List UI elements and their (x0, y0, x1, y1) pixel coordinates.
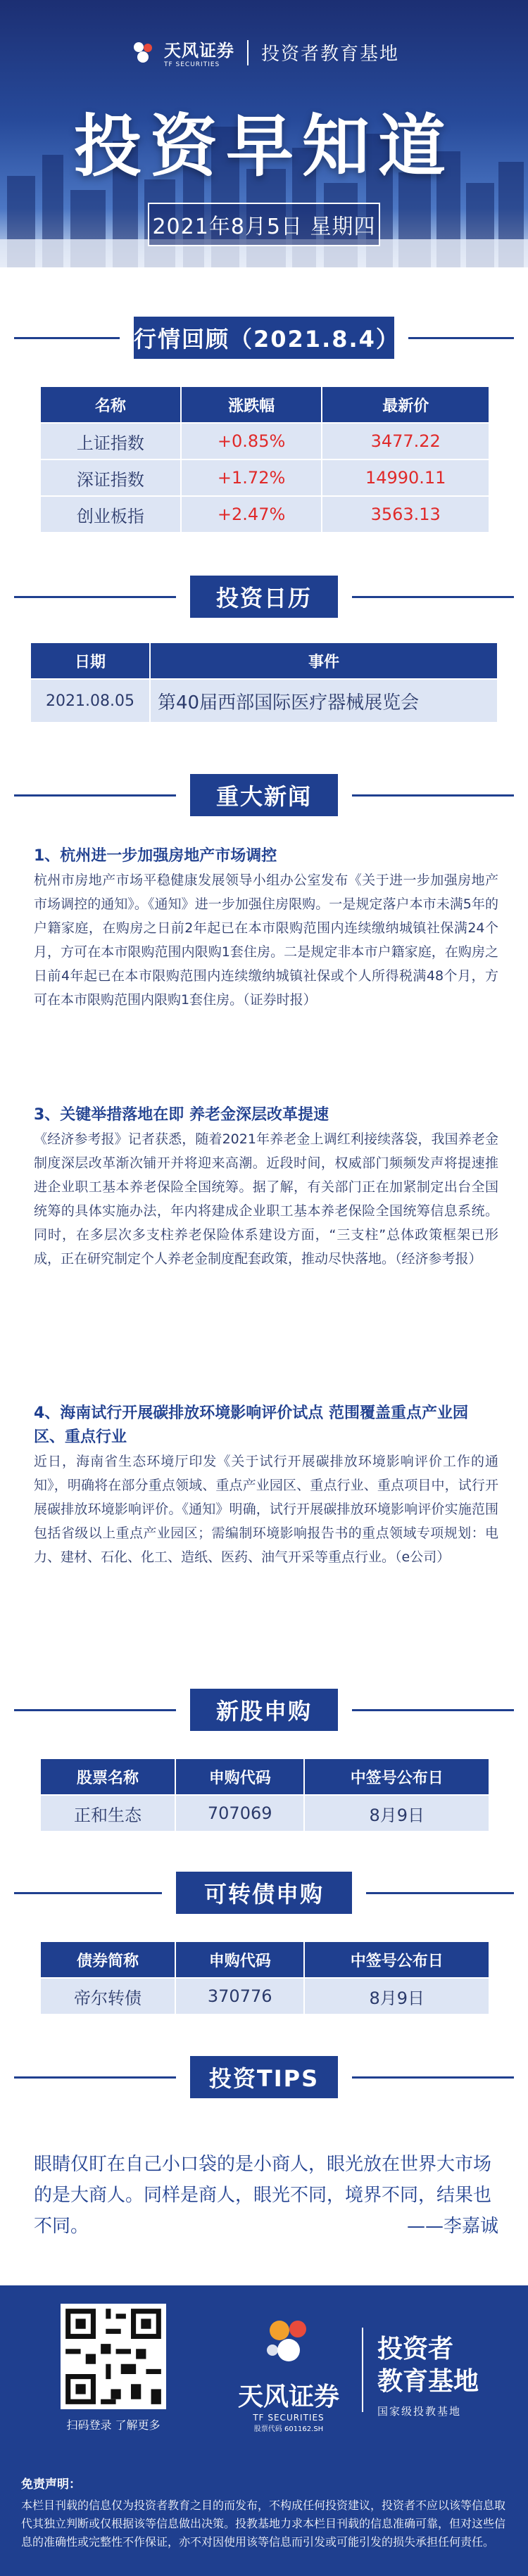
section-title: 投资日历 (190, 576, 338, 618)
page-title: 投资早知道 (74, 107, 454, 186)
brand-tagline: 投资者教育基地 (260, 44, 399, 65)
news-title: 1、杭州进一步加强房地产市场调控 (34, 847, 277, 865)
heading-line-right (366, 1892, 514, 1894)
column-header: 申购代码 (175, 1758, 304, 1795)
table-header-row (40, 1758, 489, 1795)
index-price: 14990.11 (322, 459, 489, 496)
footer-subtag: 国家级投教基地 (377, 2405, 462, 2418)
heading-line-right (352, 596, 514, 598)
section-title: 重大新闻 (190, 774, 338, 816)
section-news-heading (0, 774, 528, 816)
column-header: 名称 (40, 386, 181, 423)
heading-line-right (352, 2076, 514, 2079)
heading-line-left (14, 337, 120, 339)
footer-brand-name: 天风证券 (237, 2383, 339, 2411)
bonds-table (39, 1941, 490, 2015)
news-title: 3、关键举措落地在即 养老金深层改革提速 (34, 1106, 329, 1124)
column-header: 申购代码 (175, 1941, 304, 1978)
disclaimer-text: 本栏目刊载的信息仅为投资者教育之目的而发布，不构成任何投资建议，投资者不应以该等信息取代其独立判断或仅根据该等信息做出决策。投教基地力求本栏目刊载的信息准确可靠，但对这些信息的准确性或完整性不作保证，亦不对因使用该等信息而引发或可能引发的损失承担任何责任。 (21, 2499, 506, 2549)
index-name: 上证指数 (40, 423, 181, 459)
table-row (30, 679, 498, 723)
event-date: 2021.08.05 (30, 679, 150, 723)
footer-brand-name-en: TF SECURITIES (253, 2413, 325, 2423)
news-item (34, 844, 498, 1012)
table-row (40, 459, 489, 496)
index-name: 创业板指 (40, 496, 181, 533)
news-body: 近日，海南省生态环境厅印发《关于试行开展碳排放环境影响评价工作的通知》，明确将在部分重点领域、重点产业园区、重点行业、重点项目中，试行开展碳排放环境影响评价。《通知》明确，试行开展碳排放环境影响评价实施范围包括省级以上重点产业园区；需编制环境影响报告书的重点领域专项规划：电力、建材、石化、化工、造纸、医药、油气开采等重点行业。（e公司） (34, 1454, 498, 1565)
brand-logo (129, 37, 234, 68)
column-header: 事件 (150, 642, 498, 679)
section-title: 可转债申购 (176, 1872, 352, 1914)
section-market-heading (0, 317, 528, 359)
footer-divider (362, 2328, 363, 2412)
table-header-row (40, 1941, 489, 1978)
table-row (40, 423, 489, 459)
column-header: 中签号公布日 (304, 1941, 489, 1978)
bond-name: 帝尔转债 (40, 1978, 175, 2015)
brand-divider (247, 40, 249, 65)
column-header: 债券简称 (40, 1941, 175, 1978)
index-change: +0.85% (181, 423, 322, 459)
quote-text: 眼睛仅盯在自己小口袋的是小商人，眼光放在世界大市场的是大商人。同样是商人，眼光不同，境界不同，结果也不同。 (34, 2154, 492, 2237)
news-item (34, 1402, 498, 1569)
heading-line-left (14, 1709, 176, 1711)
index-price: 3477.22 (322, 423, 489, 459)
tips-quote (34, 2149, 498, 2242)
market-table (39, 386, 490, 533)
column-header: 中签号公布日 (304, 1758, 489, 1795)
lottery-date: 8月9日 (304, 1978, 489, 2015)
table-header-row (30, 642, 498, 679)
news-body: 《经济参考报》记者获悉，随着2021年养老金上调红利接续落袋，我国养老金制度深层改革渐次铺开并将迎来高潮。近段时间，权威部门频频发声将提速推进企业职工基本养老保险全国统筹。据了解，有关部门正在加紧制定出台全国统筹的具体实施办法，年内将建成企业职工基本养老保险全国统筹信息系统。同时，在多层次多支柱养老保险体系建设方面，“三支柱”总体政策框架已形成，正在研究制定个人养老金制度配套政策，推动尽快落地。（经济参考报） (34, 1131, 498, 1267)
section-calendar-heading (0, 576, 528, 618)
heading-line-left (14, 596, 176, 598)
news-title: 4、海南试行开展碳排放环境影响评价试点 范围覆盖重点产业园区、重点行业 (34, 1404, 468, 1446)
event-title: 第40届西部国际医疗器械展览会 (150, 679, 498, 723)
qr-caption: 扫码登录 了解更多 (66, 2418, 161, 2432)
section-bonds-heading (0, 1872, 528, 1914)
heading-line-right (408, 337, 514, 339)
stock-code: 股票代码 601162.SH (253, 2425, 324, 2433)
stock-name: 正和生态 (40, 1795, 175, 1832)
footer-tagline (377, 2333, 479, 2398)
heading-line-right (352, 1709, 514, 1711)
column-header: 日期 (30, 642, 150, 679)
heading-line-left (14, 1892, 162, 1894)
footer-brand-logo (232, 2314, 345, 2433)
header-banner (0, 0, 528, 267)
index-change: +1.72% (181, 459, 322, 496)
quote-author: ——李嘉诚 (406, 2216, 498, 2237)
calendar-table (30, 642, 498, 723)
index-price: 3563.13 (322, 496, 489, 533)
index-name: 深证指数 (40, 459, 181, 496)
disclaimer (21, 2475, 514, 2551)
section-title: 新股申购 (190, 1689, 338, 1731)
footer-tagline-line1: 投资者 (377, 2335, 454, 2364)
section-tips-heading (0, 2056, 528, 2098)
disclaimer-title: 免责声明： (21, 2477, 81, 2492)
column-header: 涨跌幅 (181, 386, 322, 423)
brand-row (0, 37, 528, 68)
news-item (34, 1103, 498, 1271)
table-row (40, 1978, 489, 2015)
table-row (40, 1795, 489, 1832)
ipo-table (39, 1758, 490, 1832)
table-row (40, 496, 489, 533)
brand-name: 天风证券 (163, 41, 234, 61)
lottery-date: 8月9日 (304, 1795, 489, 1832)
qr-code-icon[interactable] (61, 2304, 166, 2409)
subscribe-code: 370776 (175, 1978, 304, 2015)
heading-line-left (14, 2076, 176, 2079)
section-ipo-heading (0, 1689, 528, 1731)
table-header-row (40, 386, 489, 423)
subscribe-code: 707069 (175, 1795, 304, 1832)
section-title: 行情回顾（2021.8.4） (134, 317, 394, 359)
section-title: 投资TIPS (190, 2056, 338, 2098)
column-header: 股票名称 (40, 1758, 175, 1795)
brand-name-en: TF SECURITIES (163, 61, 220, 68)
heading-line-left (14, 794, 176, 797)
column-header: 最新价 (322, 386, 489, 423)
heading-line-right (352, 794, 514, 797)
tf-logo-icon (257, 2314, 320, 2370)
date-badge: 2021年8月5日 星期四 (148, 203, 380, 246)
tf-logo-icon (129, 39, 157, 67)
footer-tagline-line2: 教育基地 (377, 2367, 479, 2396)
index-change: +2.47% (181, 496, 322, 533)
news-body: 杭州市房地产市场平稳健康发展领导小组办公室发布《关于进一步加强房地产市场调控的通知》。《通知》进一步加强住房限购。一是规定落户本市未满5年的户籍家庭，在购房之日前2年起已在本市限购范围内连续缴纳城镇社保满24个月，方可在本市限购范围内限购1套住房。二是规定非本市户籍家庭，在购房之日前4年起已在本市限购范围内连续缴纳城镇社保或个人所得税满48个月，方可在本市限购范围内限购1套住房。（证券时报） (34, 873, 498, 1008)
